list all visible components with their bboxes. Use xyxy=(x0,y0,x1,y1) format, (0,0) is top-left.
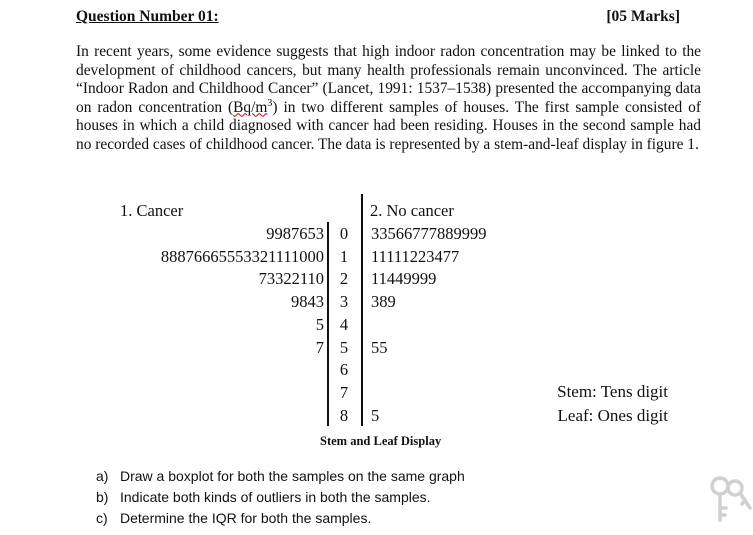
stem-value: 6 xyxy=(339,360,349,379)
stem-value: 4 xyxy=(339,315,349,334)
task-text: Indicate both kinds of outliers in both the samples. xyxy=(120,489,431,505)
figure-caption: Stem and Leaf Display xyxy=(320,434,442,448)
left-sample-title: 1. Cancer xyxy=(120,201,184,220)
no-cancer-leaves-row: 5 xyxy=(371,406,380,425)
task-text: Draw a boxplot for both the samples on the same graph xyxy=(120,468,465,484)
problem-paragraph xyxy=(76,43,701,154)
paragraph-part-2: ) in two different samples of houses. The first sample consisted of houses in which a child diagnosed with cancer had been residing. Houses in the second sample had no recorded cases of childhood cancer. The data is represented by a stem-and-leaf display in figure 1. xyxy=(76,98,701,153)
stem-value: 2 xyxy=(339,269,349,288)
cancer-leaves-row: 88876665553321111000 xyxy=(160,247,324,266)
task-text: Determine the IQR for both the samples. xyxy=(120,510,372,526)
stem-value: 0 xyxy=(339,224,349,243)
no-cancer-leaves-row: 55 xyxy=(371,338,388,357)
task-label: a) xyxy=(96,468,109,484)
question-header xyxy=(76,8,680,30)
stem-value: 5 xyxy=(339,338,349,357)
stem-value: 8 xyxy=(339,406,349,425)
no-cancer-leaves-row: 33566777889999 xyxy=(371,224,487,243)
marks-label: [05 Marks] xyxy=(606,8,680,25)
unit-exponent: 3 xyxy=(267,97,273,109)
no-cancer-leaves-row: 389 xyxy=(371,292,396,311)
task-list xyxy=(96,466,465,529)
task-item xyxy=(96,508,465,529)
key-leaf-label: Leaf: Ones digit xyxy=(557,406,668,425)
key-icon xyxy=(708,474,753,524)
cancer-leaves-row: 9987653 xyxy=(266,224,324,243)
task-label: c) xyxy=(96,510,108,526)
unit-text: Bq/m xyxy=(233,98,268,116)
stem-value: 3 xyxy=(339,292,349,311)
cancer-leaves-row: 5 xyxy=(315,315,324,334)
no-cancer-leaves-row: 11449999 xyxy=(371,269,437,288)
stem-leaf-figure xyxy=(110,188,674,446)
right-sample-title: 2. No cancer xyxy=(370,201,454,220)
right-divider-line xyxy=(361,194,363,426)
stem-value: 1 xyxy=(339,247,349,266)
left-divider-line xyxy=(327,222,329,426)
cancer-leaves-row: 73322110 xyxy=(258,269,324,288)
cancer-leaves-row: 9843 xyxy=(291,292,324,311)
task-item xyxy=(96,487,465,508)
key-stem-label: Stem: Tens digit xyxy=(557,382,668,401)
stem-leaf-key xyxy=(557,380,668,428)
no-cancer-leaves-row: 11111223477 xyxy=(371,247,460,266)
task-item xyxy=(96,466,465,487)
task-label: b) xyxy=(96,489,109,505)
paragraph-part-1: In recent years, some evidence suggests that high indoor radon concentration may be linked to the development of childhood cancers, but many health professionals remain unconvinced. The article “Indoor Radon and Childhood Cancer” (Lancet, 1991: 1537–1538) presented the accompanying data on radon concentration ( xyxy=(76,43,701,116)
stem-value: 7 xyxy=(339,383,349,402)
question-number: Question Number 01: xyxy=(76,8,219,25)
cancer-leaves-row: 7 xyxy=(315,338,324,357)
